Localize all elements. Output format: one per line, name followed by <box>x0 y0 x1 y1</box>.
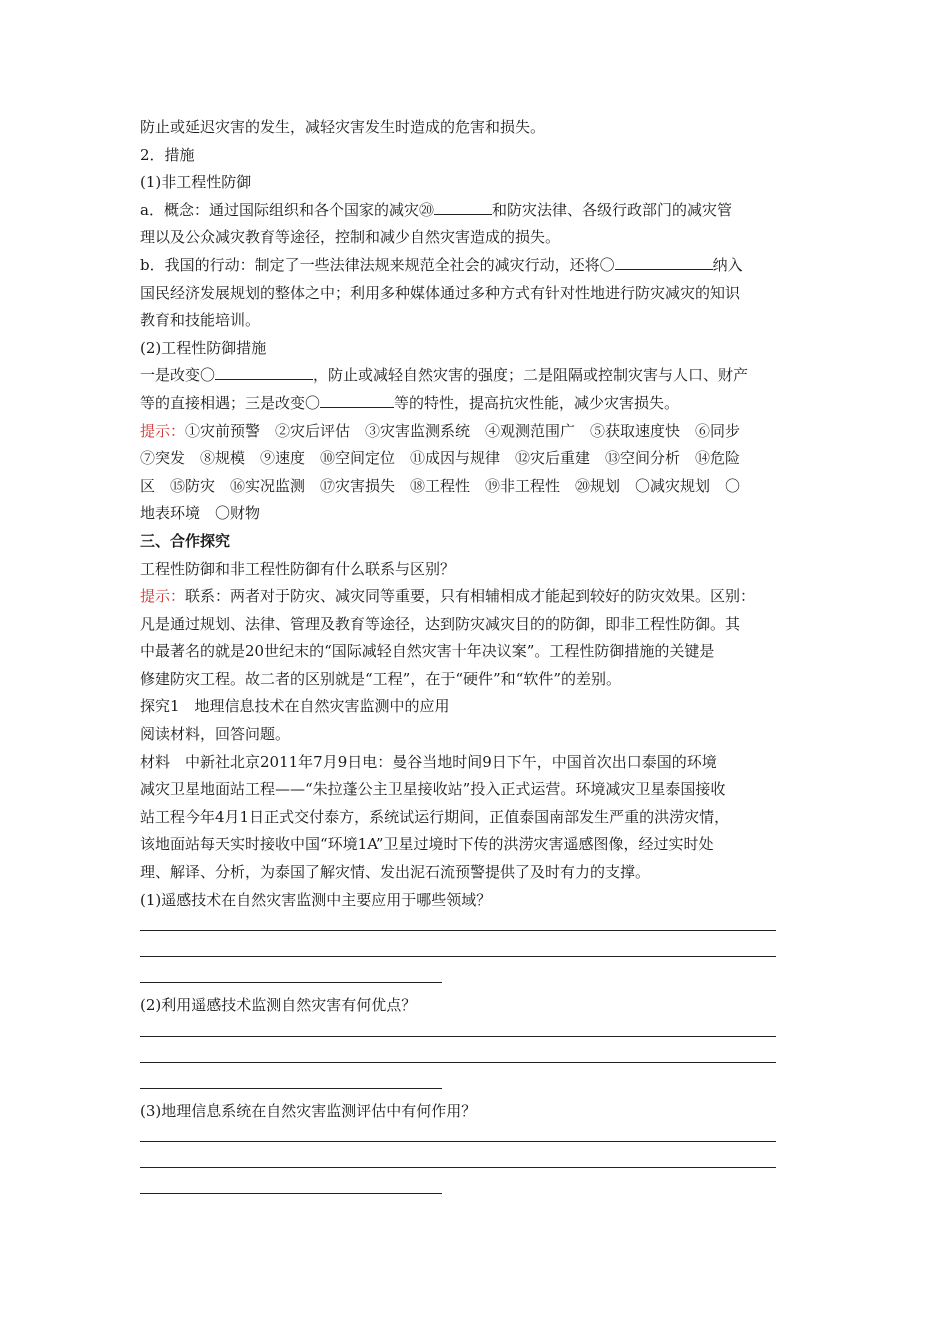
hint-line: 凡是通过规划、法律、管理及教育等途径，达到防灾减灾目的的防御，即非工程性防御。其 <box>140 614 741 633</box>
text-segment: 等的直接相遇；三是改变〇 <box>140 393 321 412</box>
hint-label: 提示： <box>140 421 186 440</box>
hint-line: 区 ⑮防灾 ⑯实况监测 ⑰灾害损失 ⑱工程性 ⑲非工程性 ⑳规划 〇减灾规划 〇 <box>140 476 741 495</box>
material-line: 理、解译、分析，为泰国了解灾情、发出泥石流预警提供了及时有力的支撑。 <box>140 863 651 882</box>
hint-label: 提示： <box>140 587 186 606</box>
instruction-text: 阅读材料，回答问题。 <box>140 725 291 744</box>
answer-line[interactable] <box>140 1167 776 1168</box>
text-line <box>140 390 812 418</box>
hint-line: 中最著名的就是20世纪末的“国际减轻自然灾害十年决议案”。工程性防御措施的关键是 <box>140 642 715 661</box>
text-segment: 和防灾法律、各级行政部门的减灾管 <box>491 200 732 219</box>
hint-line: 修建防灾工程。故二者的区别就是“工程”，在于“硬件”和“软件”的差别。 <box>140 669 622 688</box>
answer-line[interactable] <box>140 1193 442 1194</box>
hint-line <box>140 418 812 446</box>
text-segment: b．我国的行动：制定了一些法律法规来规范全社会的减灾行动，还将〇 <box>140 255 615 274</box>
text-segment: 等的特性，提高抗灾性能，减少灾害损失。 <box>394 393 680 412</box>
text-segment: 一是改变〇 <box>140 366 216 385</box>
fill-blank[interactable] <box>320 390 394 408</box>
text-line: (1)非工程性防御 <box>140 173 252 192</box>
text-line <box>140 362 812 390</box>
answer-area-2[interactable] <box>140 1020 812 1098</box>
text-line: 教育和技能培训。 <box>140 311 261 330</box>
fill-blank[interactable] <box>615 252 713 270</box>
answer-line[interactable] <box>140 930 776 931</box>
hint-line: ⑦突发 ⑧规模 ⑨速度 ⑩空间定位 ⑪成因与规律 ⑫灾后重建 ⑬空间分析 ⑭危险 <box>140 449 741 468</box>
answer-line[interactable] <box>140 1141 776 1142</box>
hint-line: 地表环境 〇财物 <box>140 504 261 523</box>
material-line: 材料 中新社北京2011年7月9日电：曼谷当地时间9日下午，中国首次出口泰国的环境 <box>140 752 717 771</box>
answer-line[interactable] <box>140 1088 442 1089</box>
question-text: 工程性防御和非工程性防御有什么联系与区别？ <box>140 559 456 578</box>
answer-line[interactable] <box>140 982 442 983</box>
answer-line[interactable] <box>140 1036 776 1037</box>
answer-area-1[interactable] <box>140 914 812 992</box>
text-segment: ，防止或减轻自然灾害的强度；二是阻隔或控制灾害与人口、财产 <box>313 366 749 385</box>
material-line: 减灾卫星地面站工程——“朱拉蓬公主卫星接收站”投入正式运营。环境减灾卫星泰国接收 <box>140 780 726 799</box>
text-segment: 纳入 <box>712 255 743 274</box>
hint-text: 联系：两者对于防灾、减灾同等重要，只有相辅相成才能起到较好的防灾效果。区别： <box>185 587 756 606</box>
answer-line[interactable] <box>140 956 776 957</box>
question-1: (1)遥感技术在自然灾害监测中主要应用于哪些领域？ <box>140 890 492 909</box>
text-line: 理以及公众减灾教育等途径，控制和减少自然灾害造成的损失。 <box>140 228 561 247</box>
text-line: 2．措施 <box>140 145 195 164</box>
explore-title: 探究1 地理信息技术在自然灾害监测中的应用 <box>140 697 450 716</box>
text-line <box>140 197 812 225</box>
fill-blank[interactable] <box>215 362 313 380</box>
text-line: 国民经济发展规划的整体之中；利用多种媒体通过多种方式有针对性地进行防灾减灾的知识 <box>140 283 741 302</box>
text-line: (2)工程性防御措施 <box>140 338 267 357</box>
material-line: 站工程今年4月1日正式交付泰方，系统试运行期间，正值泰国南部发生严重的洪涝灾情， <box>140 807 730 826</box>
answer-line[interactable] <box>140 1062 776 1063</box>
answer-area-3[interactable] <box>140 1125 812 1203</box>
text-line <box>140 252 812 280</box>
question-3: (3)地理信息系统在自然灾害监测评估中有何作用？ <box>140 1101 477 1120</box>
fill-blank[interactable] <box>434 197 492 215</box>
text-line: 防止或延迟灾害的发生，减轻灾害发生时造成的危害和损失。 <box>140 118 546 136</box>
document-page <box>140 114 812 1203</box>
hint-text: ①灾前预警 ②灾后评估 ③灾害监测系统 ④观测范围广 ⑤获取速度快 ⑥同步 <box>185 421 741 440</box>
text-segment: a．概念：通过国际组织和各个国家的减灾⑳ <box>140 200 434 219</box>
hint-line <box>140 583 812 611</box>
question-2: (2)利用遥感技术监测自然灾害有何优点？ <box>140 996 417 1015</box>
section-heading: 三、合作探究 <box>140 531 231 550</box>
material-line: 该地面站每天实时接收中国“环境1A”卫星过境时下传的洪涝灾害遥感图像，经过实时处 <box>140 835 714 854</box>
